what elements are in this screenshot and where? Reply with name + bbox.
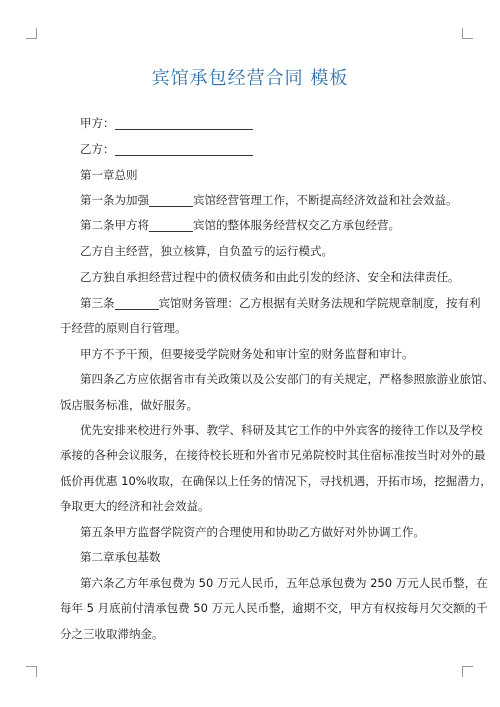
article-3-start: 第三条 [80,296,115,310]
paragraph-no-interference: 甲方不予干预，但要接受学院财务处和审计室的财务监督和审计。 [80,347,414,361]
article-1 [80,193,458,207]
article-3-blank[interactable] [115,297,159,310]
article-4-line-1: 第四条乙方应依据省市有关政策以及公安部门的有关规定，严格参照旅游业旅馆、 [80,372,494,386]
article-1-end: 宾馆经营管理工作，不断提高经济效益和社会效益。 [193,193,458,207]
article-2-end: 宾馆的整体服务经营权交乙方承包经营。 [193,218,400,232]
paragraph-self-operation: 乙方自主经营，独立核算，自负盈亏的运行模式。 [80,244,333,258]
crop-mark-top-right [462,28,473,39]
article-3-end: 宾馆财务管理：乙方根据有关财务法规和学院规章制度，按有利 [158,296,481,310]
party-b-label: 乙方： [80,142,115,156]
crop-mark-top-left [26,28,37,39]
party-a-line [80,116,253,130]
article-3-line-1 [80,296,481,310]
article-4-line-2: 饭店服务标准，做好服务。 [60,398,198,412]
article-2-blank[interactable] [149,219,193,232]
article-1-start: 第一条为加强 [80,193,149,207]
article-6-line-2: 每年 5 月底前付清承包费 50 万元人民币整，逾期不交，甲方有权按每月欠交额的千 [60,601,488,615]
party-b-line [80,142,253,156]
priority-paragraph-line-4: 争取更大的经济和社会效益。 [60,499,210,513]
party-a-blank[interactable] [115,117,253,130]
priority-paragraph-line-1: 优先安排来校进行外事、教学、科研及其它工作的中外宾客的接待工作以及学校 [80,423,483,437]
priority-paragraph-line-2: 承接的各种会议服务，在接待校长班和外省市兄弟院校时其住宿标准按当时对外的最 [60,448,486,462]
article-5: 第五条甲方监督学院资产的合理使用和协助乙方做好对外协调工作。 [80,525,425,539]
document-title: 宾馆承包经营合同 模板 [151,68,349,89]
crop-mark-bottom-right [462,666,473,677]
article-2-start: 第二条甲方将 [80,218,149,232]
chapter-1-heading: 第一章总则 [80,168,138,182]
party-b-blank[interactable] [115,143,253,156]
chapter-2-heading: 第二章承包基数 [80,550,161,564]
priority-paragraph-line-3: 低价再优惠 10%收取，在确保以上任务的情况下，寻找机遇，开拓市场，挖掘潜力， [60,474,492,488]
article-2 [80,218,400,232]
article-1-blank[interactable] [149,194,193,207]
party-a-label: 甲方： [80,116,115,130]
paragraph-risk: 乙方独自承担经营过程中的债权债务和由此引发的经济、安全和法律责任。 [80,270,460,284]
article-3-line-2: 于经营的原则自行管理。 [60,321,187,335]
article-6-line-1: 第六条乙方年承包费为 50 万元人民币，五年总承包费为 250 万元人民币整，在 [80,576,488,590]
crop-mark-bottom-left [26,666,37,677]
article-6-line-3: 分之三收取滞纳金。 [60,627,164,641]
